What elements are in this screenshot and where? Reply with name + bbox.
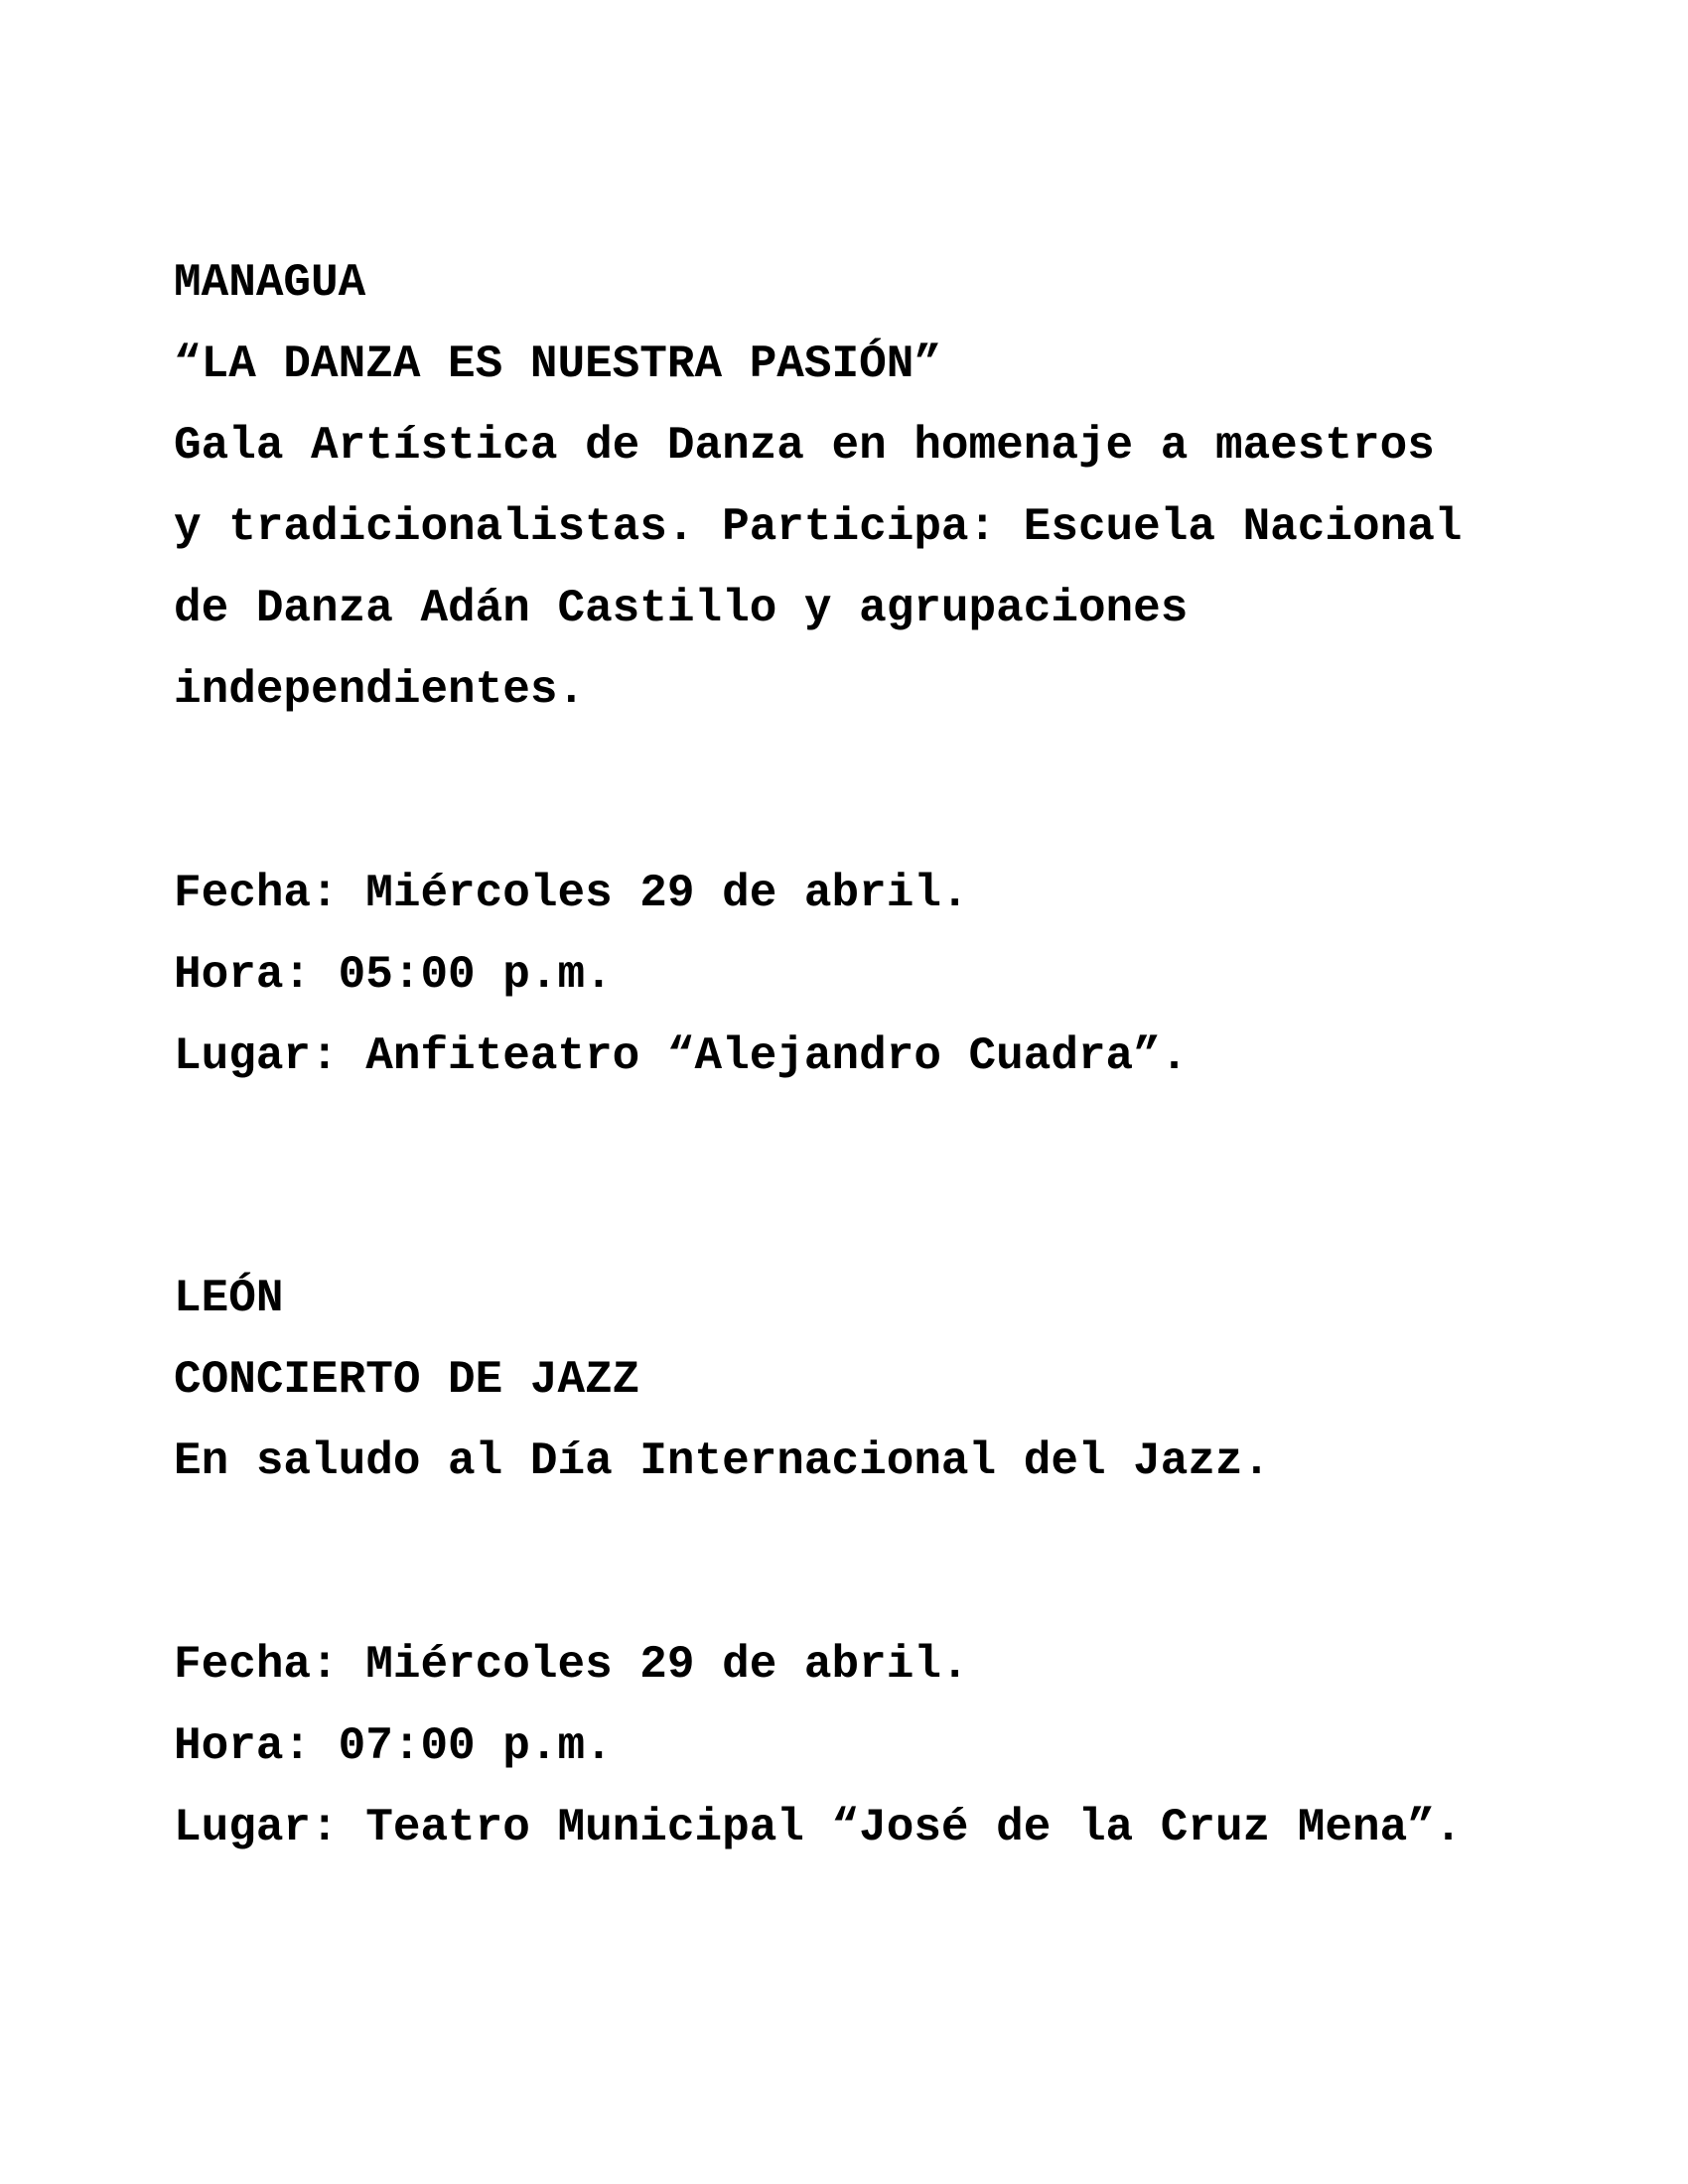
leon-event-title: CONCIERTO DE JAZZ: [174, 1354, 640, 1406]
managua-description-line-2: y tradicionalistas. Participa: Escuela Nacional: [174, 501, 1463, 553]
managua-fecha: Fecha: Miércoles 29 de abril.: [174, 868, 969, 919]
leon-lugar: Lugar: Teatro Municipal “José de la Cruz Mena”.: [174, 1802, 1463, 1853]
managua-lugar: Lugar: Anfiteatro “Alejandro Cuadra”.: [174, 1030, 1189, 1082]
leon-city-heading: LEÓN: [174, 1273, 284, 1324]
managua-description-line-1: Gala Artística de Danza en homenaje a maestros: [174, 420, 1435, 472]
leon-hora: Hora: 07:00 p.m.: [174, 1720, 613, 1772]
managua-description-line-4: independientes.: [174, 664, 586, 716]
leon-fecha: Fecha: Miércoles 29 de abril.: [174, 1639, 969, 1691]
managua-city-heading: MANAGUA: [174, 257, 366, 309]
managua-event-title: “LA DANZA ES NUESTRA PASIÓN”: [174, 339, 941, 390]
managua-description-line-3: de Danza Adán Castillo y agrupaciones: [174, 583, 1189, 634]
leon-description: En saludo al Día Internacional del Jazz.: [174, 1435, 1271, 1487]
managua-hora: Hora: 05:00 p.m.: [174, 949, 613, 1001]
